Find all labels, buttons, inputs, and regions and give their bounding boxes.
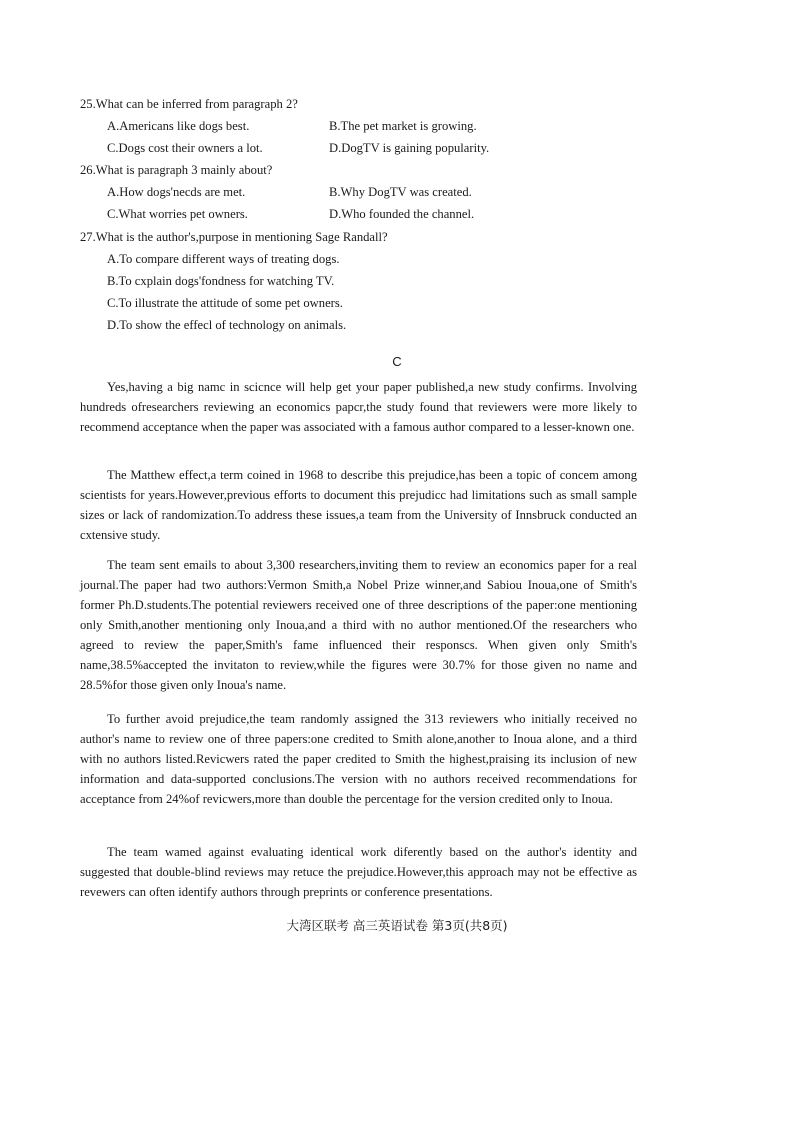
question-25-option-c: C.Dogs cost their owners a lot. — [107, 141, 263, 155]
passage-paragraph-2: The Matthew effect,a term coined in 1968 to describe this prejudice,has been a topic of concem among scientists for years.However,previous efforts to document this prejudicc had limitations such as small sample sizes or lack of randomization.To address these issues,a team from the University of Innsbruck conducted an cxtensive study. — [80, 468, 637, 542]
question-26-option-b: B.Why DogTV was created. — [329, 185, 472, 199]
passage-paragraph-5: The team wamed against evaluating identical work diferently based on the author's identity and suggested that double-blind reviews may retuce the prejudice.However,this approach may not be effective as revewers can often identify authors through preprints or conference presentations. — [80, 845, 637, 899]
question-26-option-c: C.What worries pet owners. — [107, 207, 248, 221]
question-26-option-a: A.How dogs'necds are met. — [107, 185, 246, 199]
passage-paragraph-4: To further avoid prejudice,the team randomly assigned the 313 reviewers who initially received no author's name to review one of three papers:one credited to Smith alone,another to Inoua alone, and a third with no authors listed.Revicwers rated the paper credited to Smith the highest,praising its inclusion of new information and data-supported conclusions.The version with no authors received recommendations for acceptance from 24%of revicwers,more than double the percentage for the version credited only to Inoua. — [80, 712, 637, 806]
question-27-option-b: B.To cxplain dogs'fondness for watching TV. — [107, 274, 335, 288]
question-26-stem: 26.What is paragraph 3 mainly about? — [80, 163, 273, 177]
question-26-option-d: D.Who founded the channel. — [329, 207, 475, 221]
page-footer: 大湾区联考 高三英语试卷 第3页(共8页) — [286, 918, 508, 933]
question-25-option-b: B.The pet market is growing. — [329, 119, 477, 133]
passage-paragraph-3: The team sent emails to about 3,300 researchers,inviting them to review an economics paper for a real journal.The paper had two authors:Vermon Smith,a Nobel Prize winner,and Sabiou Inoua,one of Smith's former Ph.D.students.The potential reviewers received one of three descriptions of the paper:one mentioning only Smith,another mentioning only Inoua,and a third with no author mentioned.Of the researchers who agreed to review the paper,Smith's fame influenced their responscs. When given only Smith's name,38.5%accepted the invitaton to review,while the figures were 30.7% for those given no name and 28.5%for those given only Inoua's name. — [80, 558, 637, 692]
question-25-option-a: A.Americans like dogs best. — [107, 119, 250, 133]
question-27-option-d: D.To show the effecl of technology on animals. — [107, 318, 347, 332]
question-27-option-a: A.To compare different ways of treating dogs. — [107, 252, 340, 266]
question-25-stem: 25.What can be inferred from paragraph 2? — [80, 97, 298, 111]
passage-paragraph-1: Yes,having a big namc in scicnce will help get your paper published,a new study confirms. Involving hundreds ofresearchers reviewing an economics papcr,the study found that reviewers were more likely to recommend acceptance when the paper was associated with a famous author compared to a lesser-known one. — [80, 380, 637, 434]
question-25-option-d: D.DogTV is gaining popularity. — [329, 141, 490, 155]
question-27-stem: 27.What is the author's,purpose in mentioning Sage Randall? — [80, 230, 388, 244]
question-27-option-c: C.To illustrate the attitude of some pet owners. — [107, 296, 343, 310]
section-heading: C — [392, 354, 402, 369]
